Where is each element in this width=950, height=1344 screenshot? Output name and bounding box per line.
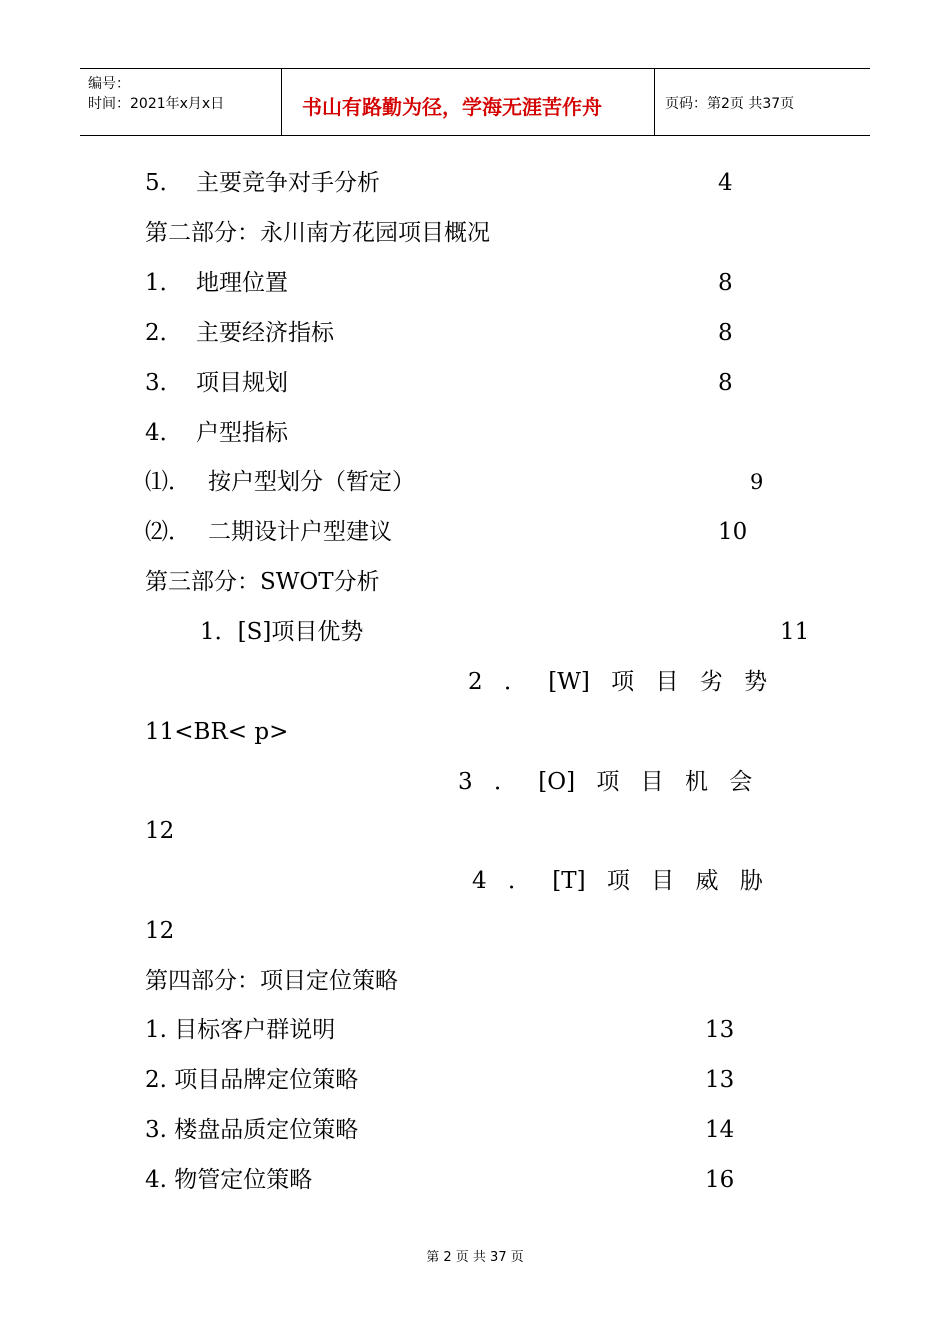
toc-text: 1. 目标客户群说明 — [145, 1017, 336, 1043]
toc-page: 10 — [718, 519, 748, 545]
toc-page: 4 — [718, 170, 733, 196]
toc-heading: 第三部分：SWOT分析 — [145, 569, 380, 595]
toc-text: 主要经济指标 — [196, 320, 334, 346]
number-label: 编号： — [88, 76, 130, 92]
toc-num: 3． — [145, 370, 183, 396]
toc-text: 2. 项目品牌定位策略 — [145, 1067, 359, 1093]
toc-num: ⑵． — [145, 519, 191, 545]
toc-text: 12 — [145, 818, 175, 844]
toc-heading: 第四部分：项目定位策略 — [145, 968, 398, 994]
toc-text: 二期设计户型建议 — [208, 519, 392, 545]
toc-text: 主要竞争对手分析 — [196, 170, 380, 196]
toc-heading: 第二部分：永川南方花园项目概况 — [145, 220, 490, 246]
toc-page: 13 — [705, 1017, 735, 1043]
toc-text: 1．[S]项目优势 — [200, 619, 364, 645]
toc-page: 14 — [705, 1117, 735, 1143]
motto: 书山有路勤为径，学海无涯苦作舟 — [302, 95, 602, 119]
toc-page: 8 — [718, 320, 733, 346]
toc-text: 按户型划分（暂定） — [208, 469, 415, 495]
toc-text: 3. 楼盘品质定位策略 — [145, 1117, 359, 1143]
page-info: 页码：第2页 共37页 — [665, 96, 795, 112]
toc-text: 11<BR< p> — [145, 719, 289, 745]
header-page-cell — [655, 69, 870, 135]
toc-num: 4． — [145, 420, 183, 446]
toc-page: 9 — [750, 470, 764, 494]
toc-num: ⑴． — [145, 469, 191, 495]
toc-text: 项目规划 — [196, 370, 288, 396]
toc-text: 4 ． [T] 项 目 威 胁 — [472, 868, 763, 894]
toc-text: 12 — [145, 918, 175, 944]
toc-text: 3 ． [O] 项 目 机 会 — [458, 769, 753, 795]
toc-text: 户型指标 — [196, 420, 288, 446]
toc-page: 13 — [705, 1067, 735, 1093]
toc-page: 11 — [780, 619, 810, 645]
toc-num: 5． — [145, 170, 183, 196]
toc-text: 地理位置 — [196, 270, 288, 296]
header-meta-cell — [80, 69, 282, 135]
toc-page: 16 — [705, 1167, 735, 1193]
toc-text: 4. 物管定位策略 — [145, 1167, 313, 1193]
header-motto-cell — [282, 69, 655, 135]
toc-num: 2． — [145, 320, 183, 346]
time-label: 时间：2021年x月x日 — [88, 96, 225, 112]
toc-text: 2 ． [W] 项 目 劣 势 — [468, 669, 768, 695]
page-footer: 第 2 页 共 37 页 — [426, 1250, 524, 1265]
toc-page: 8 — [718, 370, 733, 396]
toc-num: 1． — [145, 270, 183, 296]
toc-page: 8 — [718, 270, 733, 296]
page-header — [80, 68, 870, 136]
